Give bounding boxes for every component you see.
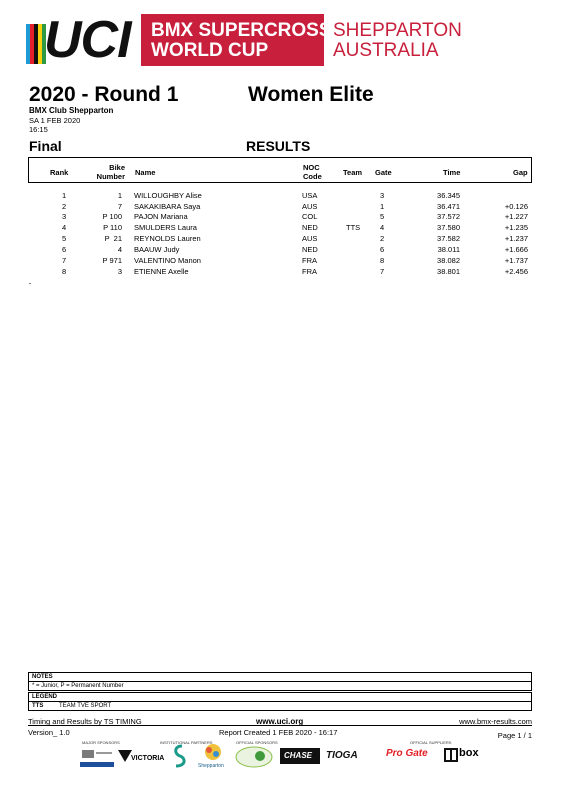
cell-time: 37.572: [437, 212, 460, 221]
cell-gate: 4: [380, 223, 385, 232]
header-time: Time: [443, 168, 461, 177]
header-rank: Rank: [50, 168, 69, 177]
cell-name: SAKAKIBARA Saya: [134, 202, 201, 211]
cell-gate: 3: [380, 191, 385, 200]
cell-rank: 6: [62, 245, 67, 254]
table-row: [28, 202, 532, 212]
event-date: SA 1 FEB 2020: [29, 116, 81, 125]
sponsor-label-suppliers: OFFICIAL SUPPLIERS: [410, 740, 452, 745]
uci-logo-text: UCI: [44, 11, 131, 69]
series-title: [151, 21, 332, 61]
cell-rank: 1: [62, 191, 67, 200]
cell-gap: +1.237: [504, 234, 528, 243]
official-sponsor-logo: [234, 744, 274, 770]
header-noc-code: [303, 163, 322, 181]
sponsor-label-official: OFFICIAL SPONSORS: [236, 740, 278, 745]
notes-title: NOTES: [32, 674, 53, 680]
shepparton-text: Shepparton: [198, 763, 224, 769]
series-title-line1: BMX SUPERCROSS: [151, 20, 332, 41]
category-title: Women Elite: [248, 83, 374, 106]
table-row: [28, 223, 532, 233]
cell-time: 38.801: [437, 267, 460, 276]
table-row: [28, 234, 532, 244]
cell-noc: AUS: [302, 234, 318, 243]
victoria-logo: [118, 748, 165, 768]
header-noc-line1: NOC: [303, 163, 320, 172]
cell-rank: 2: [62, 202, 67, 211]
header-bike-number: [93, 163, 125, 181]
cell-rank: 7: [62, 256, 67, 265]
pro-gate-text: Pro Gate: [386, 748, 428, 759]
box-logo: [444, 746, 484, 764]
table-row: [28, 191, 532, 201]
legend-meaning: TEAM TVE SPORT: [59, 703, 112, 709]
cell-bike: P 21: [104, 234, 122, 243]
legend-code: TTS: [32, 703, 44, 709]
stray-mark: [29, 283, 31, 284]
australian-government-logo: [80, 748, 114, 768]
cell-noc: AUS: [302, 202, 318, 211]
cell-gate: 2: [380, 234, 385, 243]
cell-name: VALENTINO Manon: [134, 256, 201, 265]
cell-time: 37.582: [437, 234, 460, 243]
cell-noc: FRA: [302, 256, 317, 265]
results-website-link[interactable]: www.bmx-results.com: [459, 717, 532, 726]
footer-divider: [28, 725, 532, 726]
page-number: Page 1 / 1: [497, 731, 532, 740]
cell-rank: 3: [62, 212, 67, 221]
cell-bike: P 971: [102, 256, 122, 265]
header-gate: Gate: [375, 168, 392, 177]
results-table-header: [28, 157, 532, 183]
cell-rank: 8: [62, 267, 67, 276]
cell-gap: +1.737: [504, 256, 528, 265]
cell-bike: P 110: [103, 223, 122, 232]
cell-time: 36.471: [437, 202, 460, 211]
header-bike-line1: Bike: [109, 163, 125, 172]
chase-logo: [280, 748, 320, 764]
cell-rank: 4: [62, 223, 67, 232]
sponsor-label-institutional: INSTITUTIONAL PARTNERS: [160, 740, 213, 745]
header-bike-line2: Number: [96, 172, 125, 181]
chase-text: CHASE: [284, 751, 313, 760]
cell-gate: 8: [380, 256, 385, 265]
cell-name: ETIENNE Axelle: [134, 267, 189, 276]
table-row: [28, 245, 532, 255]
cell-gap: +1.666: [504, 245, 528, 254]
cell-gate: 7: [380, 267, 385, 276]
report-created: Report Created 1 FEB 2020 - 16:17: [219, 728, 338, 737]
header-noc-line2: Code: [303, 172, 322, 181]
cell-bike: 7: [117, 202, 122, 211]
header-team: Team: [343, 168, 363, 177]
pro-gate-logo: [384, 746, 438, 764]
table-row: [28, 267, 532, 277]
cell-gap: +2.456: [504, 267, 528, 276]
cell-time: 37.580: [437, 223, 460, 232]
header-name: Name: [135, 168, 156, 177]
cell-name: REYNOLDS Lauren: [134, 234, 201, 243]
cell-gate: 6: [380, 245, 385, 254]
cell-time: 38.011: [437, 245, 460, 254]
cell-noc: USA: [302, 191, 318, 200]
table-row: [28, 212, 532, 222]
tioga-text: TIOGA: [326, 750, 358, 761]
cell-name: PAJON Mariana: [134, 212, 188, 221]
uci-website-link[interactable]: www.uci.org: [256, 717, 304, 726]
table-row: [28, 256, 532, 266]
cell-name: SMULDERS Laura: [134, 223, 197, 232]
notes-divider: [29, 681, 531, 682]
cell-name: BAAUW Judy: [134, 245, 180, 254]
shepparton-logo: [198, 742, 228, 772]
cell-noc: NED: [302, 223, 318, 232]
cell-gate: 5: [380, 212, 385, 221]
box-text: box: [459, 747, 479, 759]
legend-divider: [29, 701, 531, 702]
notes-text: * = Junior, P = Permanent Number: [32, 683, 124, 689]
sponsor-label-major: MAJOR SPONSORS: [82, 740, 120, 745]
cell-gap: +0.126: [504, 202, 528, 211]
cell-noc: FRA: [302, 267, 317, 276]
cell-bike: 4: [117, 245, 122, 254]
cell-bike: 1: [117, 191, 122, 200]
header-gap: Gap: [513, 168, 528, 177]
cell-gap: +1.235: [504, 223, 528, 232]
notes-box: [28, 672, 532, 691]
legend-box: [28, 692, 532, 711]
cell-bike: P 100: [102, 212, 122, 221]
tioga-logo: [324, 748, 374, 764]
legend-title: LEGEND: [32, 694, 58, 700]
cell-time: 36.345: [437, 191, 460, 200]
series-title-line2: WORLD CUP: [151, 40, 269, 61]
club-name: BMX Club Shepparton: [29, 106, 114, 115]
timing-credit: Timing and Results by TS TIMING: [28, 717, 142, 726]
event-time: 16:15: [29, 125, 48, 134]
cell-name: WILLOUGHBY Alise: [134, 191, 202, 200]
location-title: [333, 21, 462, 61]
location-line1: SHEPPARTON: [333, 20, 462, 41]
greater-shepparton-logo: [170, 744, 190, 768]
cell-time: 38.082: [437, 256, 460, 265]
cell-bike: 3: [117, 267, 122, 276]
location-line2: AUSTRALIA: [333, 40, 439, 61]
cell-team: TTS: [346, 223, 361, 232]
cell-rank: 5: [62, 234, 67, 243]
cell-noc: COL: [302, 212, 318, 221]
cell-gate: 1: [380, 202, 385, 211]
results-title: RESULTS: [246, 138, 311, 154]
cell-gap: +1.227: [504, 212, 528, 221]
cell-noc: NED: [302, 245, 318, 254]
round-title: 2020 - Round 1: [29, 83, 179, 106]
victoria-text: VICTORIA: [131, 755, 165, 762]
version-label: Version_ 1.0: [28, 728, 70, 737]
stage-title: Final: [29, 138, 62, 154]
